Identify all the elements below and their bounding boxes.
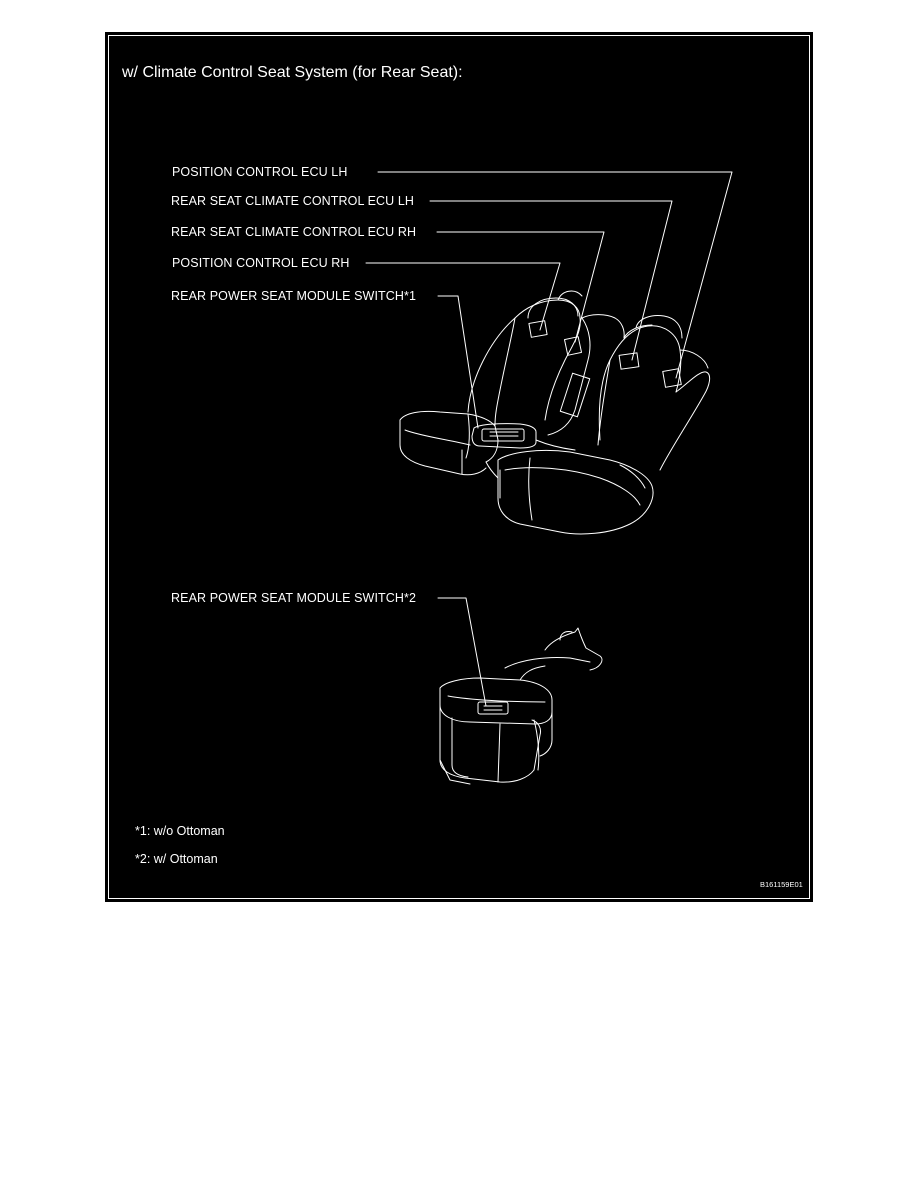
note-without-ottoman: *1: w/o Ottoman (135, 824, 225, 838)
rear-seat-drawing (400, 291, 710, 534)
label-rear-seat-climate-control-ecu-lh: REAR SEAT CLIMATE CONTROL ECU LH (171, 194, 415, 208)
label-rear-power-seat-module-switch-2: REAR POWER SEAT MODULE SWITCH*2 (171, 591, 417, 605)
label-rear-seat-climate-control-ecu-rh: REAR SEAT CLIMATE CONTROL ECU RH (171, 225, 417, 239)
leader-line-lower (438, 598, 486, 706)
label-position-control-ecu-lh: POSITION CONTROL ECU LH (172, 165, 348, 179)
figure-id: B161159E01 (760, 880, 803, 889)
label-position-control-ecu-rh: POSITION CONTROL ECU RH (172, 256, 350, 270)
diagram-title: w/ Climate Control Seat System (for Rear Seat): (122, 64, 463, 81)
label-rear-power-seat-module-switch-1: REAR POWER SEAT MODULE SWITCH*1 (171, 289, 417, 303)
note-with-ottoman: *2: w/ Ottoman (135, 852, 218, 866)
ottoman-seat-drawing (440, 628, 602, 784)
